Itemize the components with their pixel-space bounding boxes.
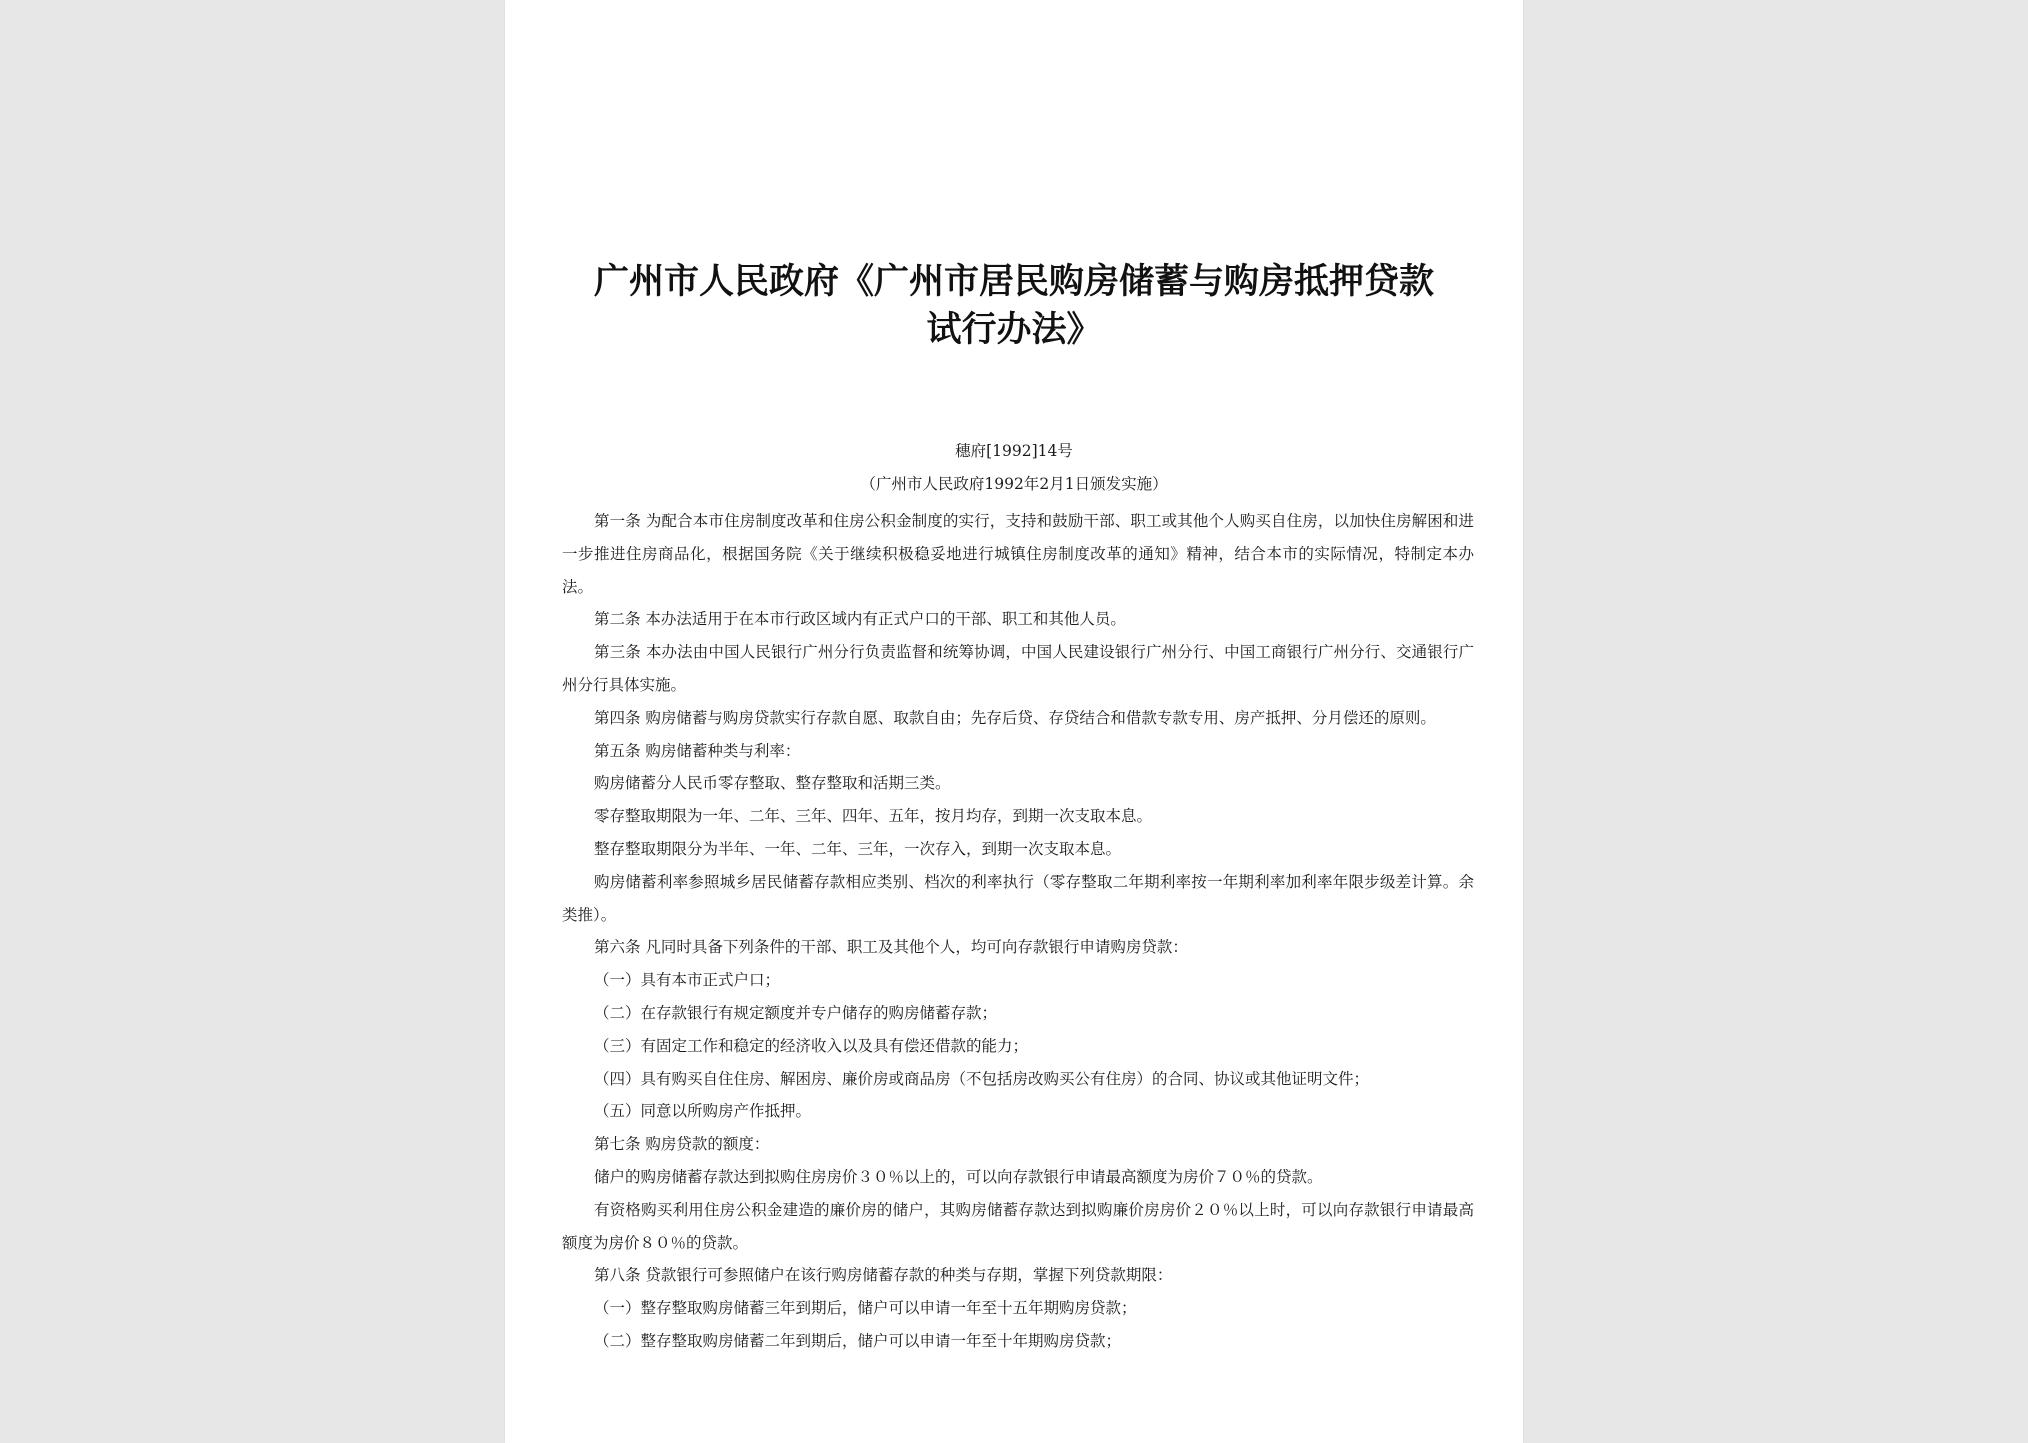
paragraph: 购房储蓄利率参照城乡居民储蓄存款相应类别、档次的利率执行（零存整取二年期利率按一年期利率加利率年限步级差计算。余类推）。 (562, 872, 1474, 924)
paragraph: （三）有固定工作和稳定的经济收入以及具有偿还借款的能力； (594, 1036, 1029, 1055)
document-title-line-2: 试行办法》 (926, 310, 1102, 350)
paragraph: 第六条 凡同时具备下列条件的干部、职工及其他个人，均可向存款银行申请购房贷款： (594, 938, 1188, 957)
paragraph: 有资格购买利用住房公积金建造的廉价房的储户，其购房储蓄存款达到拟购廉价房房价２０％以上时，可以向存款银行申请最高额度为房价８０％的贷款。 (562, 1200, 1474, 1252)
paragraph: 第五条 购房储蓄种类与利率： (594, 741, 801, 760)
paragraph: 零存整取期限为一年、二年、三年、四年、五年，按月均存，到期一次支取本息。 (594, 807, 1153, 826)
paragraph: 购房储蓄分人民币零存整取、整存整取和活期三类。 (594, 774, 951, 793)
paragraph: 第一条 为配合本市住房制度改革和住房公积金制度的实行，支持和鼓励干部、职工或其他个人购买自住房，以加快住房解困和进一步推进住房商品化，根据国务院《关于继续积极稳妥地进行城镇住房制度改革的通知》精神，结合本市的实际情况，特制定本办法。 (562, 512, 1474, 596)
paragraph: （二）在存款银行有规定额度并专户储存的购房储蓄存款； (594, 1003, 998, 1022)
paragraph: （一）整存整取购房储蓄三年到期后，储户可以申请一年至十五年期购房贷款； (594, 1299, 1137, 1318)
paragraph: 第二条 本办法适用于在本市行政区域内有正式户口的干部、职工和其他人员。 (594, 610, 1126, 629)
document-number: 穗府[1992]14号 (955, 442, 1073, 460)
document-page (505, 0, 1523, 1443)
document-body (562, 505, 1474, 1358)
paragraph: （五）同意以所购房产作抵押。 (594, 1102, 812, 1121)
document-title-line-1: 广州市人民政府《广州市居民购房储蓄与购房抵押贷款 (593, 262, 1434, 302)
paragraph: 第四条 购房储蓄与购房贷款实行存款自愿、取款自由；先存后贷、存贷结合和借款专款专用、房产抵押、分月偿还的原则。 (594, 708, 1436, 727)
paragraph: （四）具有购买自住住房、解困房、廉价房或商品房（不包括房改购买公有住房）的合同、协议或其他证明文件； (594, 1069, 1370, 1088)
document-title (545, 258, 1483, 354)
paragraph: （二）整存整取购房储蓄二年到期后，储户可以申请一年至十年期购房贷款； (594, 1331, 1122, 1350)
issue-date-note: （广州市人民政府1992年2月1日颁发实施） (860, 475, 1168, 493)
paragraph: 第三条 本办法由中国人民银行广州分行负责监督和统筹协调，中国人民建设银行广州分行、中国工商银行广州分行、交通银行广州分行具体实施。 (562, 643, 1474, 694)
paragraph: （一）具有本市正式户口； (594, 971, 781, 990)
paragraph: 储户的购房储蓄存款达到拟购住房房价３０％以上的，可以向存款银行申请最高额度为房价７０％的贷款。 (594, 1167, 1323, 1186)
paragraph: 第七条 购房贷款的额度： (594, 1135, 770, 1154)
paragraph: 第八条 贷款银行可参照储户在该行购房储蓄存款的种类与存期，掌握下列贷款期限： (594, 1266, 1173, 1285)
paragraph: 整存整取期限分为半年、一年、二年、三年，一次存入，到期一次支取本息。 (594, 839, 1122, 858)
